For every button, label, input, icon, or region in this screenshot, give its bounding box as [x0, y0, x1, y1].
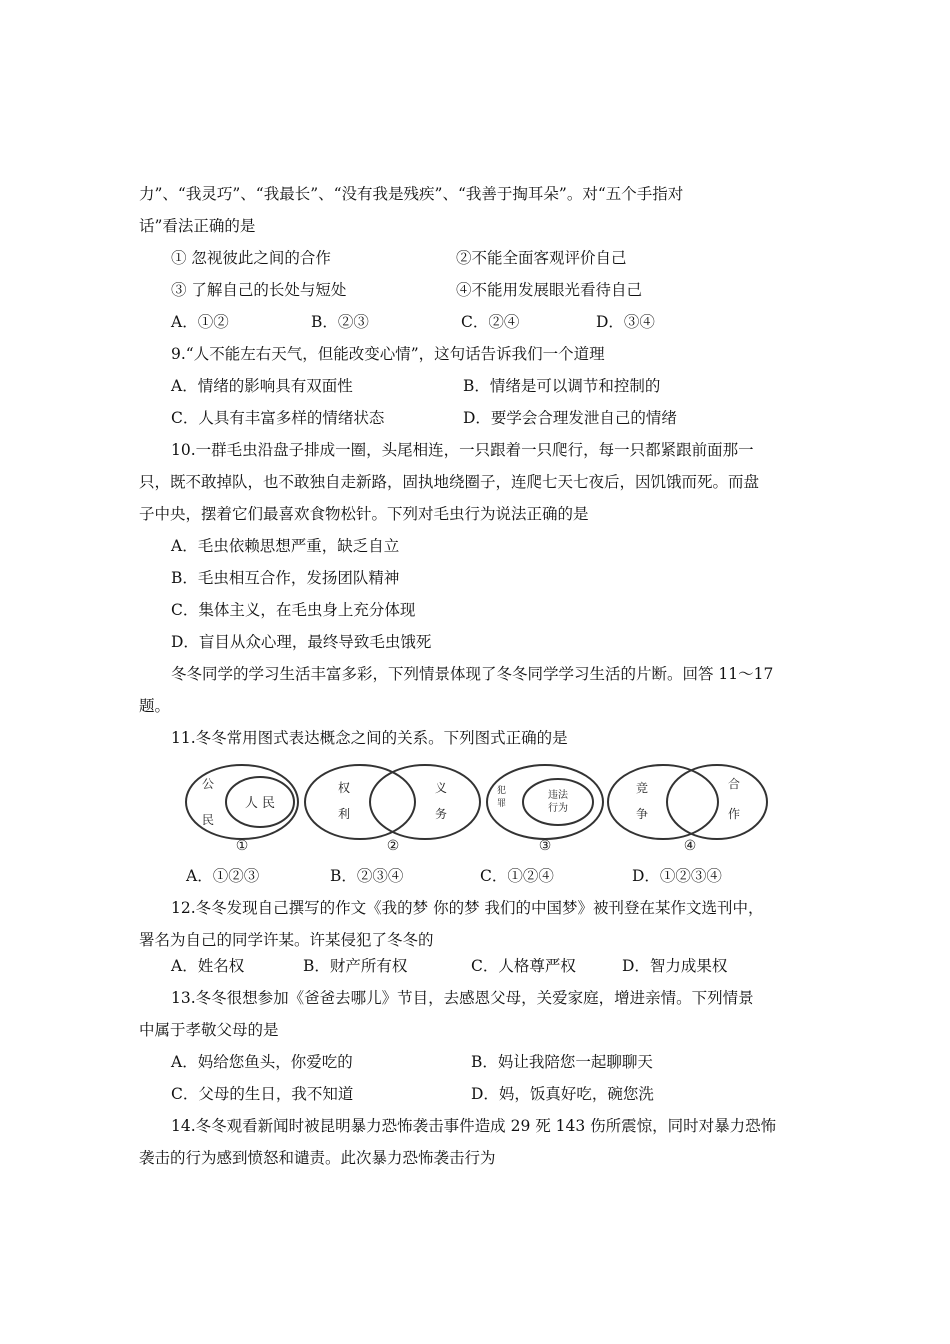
- q12-option-b: B．财产所有权: [303, 957, 408, 975]
- q13-line1: 13.冬冬很想参加《爸爸去哪儿》节目，去感恩父母，关爱家庭，增进亲情。下列情景: [171, 989, 754, 1007]
- q8-statement-4: ④不能用发展眼光看待自己: [456, 281, 643, 299]
- venn4-left-char1: 竞: [636, 781, 649, 795]
- q13-option-d: D．妈，饭真好吃，碗您洗: [471, 1085, 654, 1103]
- venn2-left-char2: 利: [338, 807, 351, 821]
- q10-option-a: A．毛虫依赖思想严重，缺乏自立: [171, 537, 400, 555]
- q8-line1: 力”、“我灵巧”、“我最长”、“没有我是残疾”、“我善于掏耳朵”。对“五个手指对: [139, 185, 684, 203]
- q11-option-a: A．①②③: [186, 867, 260, 885]
- venn2-right-char1: 义: [435, 781, 448, 795]
- venn1-number: ①: [235, 838, 249, 854]
- venn1-outer-char2: 民: [202, 813, 215, 827]
- q8-option-b: B．②③: [311, 313, 369, 331]
- venn4-right-char2: 作: [728, 807, 741, 821]
- venn2-left-char1: 权: [338, 781, 351, 795]
- q10-line1: 10.一群毛虫沿盘子排成一圈，头尾相连，一只跟着一只爬行，每一只都紧跟前面那一: [171, 441, 754, 459]
- q11-option-d: D．①②③④: [632, 867, 722, 885]
- q9-option-b: B．情绪是可以调节和控制的: [463, 377, 661, 395]
- venn3-outer-char2: 罪: [497, 799, 507, 809]
- q8-statement-3: ③ 了解自己的长处与短处: [171, 281, 347, 299]
- q12-line2: 署名为自己的同学许某。许某侵犯了冬冬的: [139, 931, 434, 949]
- q13-option-a: A．妈给您鱼头，你爱吃的: [171, 1053, 353, 1071]
- q11-option-c: C．①②④: [480, 867, 554, 885]
- venn1-inner: 人 民: [244, 796, 276, 811]
- q12-option-c: C．人格尊严权: [471, 957, 576, 975]
- venn3-inner-line2: 行为: [548, 803, 568, 814]
- q8-line2: 话”看法正确的是: [139, 217, 256, 235]
- q10-line2: 只，既不敢掉队，也不敢独自走新路，固执地绕圈子，连爬七天七夜后，因饥饿而死。而盘: [139, 473, 760, 491]
- q12-line1: 12.冬冬发现自己撰写的作文《我的梦 你的梦 我们的中国梦》被刊登在某作文选刊中，: [171, 899, 764, 917]
- q13-option-b: B．妈让我陪您一起聊聊天: [471, 1053, 653, 1071]
- q9-option-a: A．情绪的影响具有双面性: [171, 377, 353, 395]
- q13-option-c: C．父母的生日，我不知道: [171, 1085, 354, 1103]
- q8-option-d: D．③④: [596, 313, 655, 331]
- venn1-outer-char1: 公: [202, 777, 215, 791]
- q10-option-c: C．集体主义，在毛虫身上充分体现: [171, 601, 416, 619]
- q13-line2: 中属于孝敬父母的是: [139, 1021, 279, 1039]
- q11-stem: 11.冬冬常用图式表达概念之间的关系。下列图式正确的是: [171, 729, 568, 747]
- intro-line1: 冬冬同学的学习生活丰富多彩，下列情景体现了冬冬同学学习生活的片断。回答 11～17: [171, 665, 774, 683]
- venn2-number: ②: [386, 838, 400, 854]
- q9-option-d: D．要学会合理发泄自己的情绪: [463, 409, 677, 427]
- venn-diagram-3: [487, 765, 603, 854]
- venn4-left-char2: 争: [636, 807, 649, 821]
- q12-option-d: D．智力成果权: [622, 957, 728, 975]
- venn2-right-char2: 务: [435, 807, 448, 821]
- venn3-inner-line1: 违法: [548, 790, 568, 801]
- q11-venn-diagrams: [180, 760, 770, 856]
- q8-option-a: A．①②: [171, 313, 229, 331]
- intro-line2: 题。: [139, 697, 171, 715]
- q8-option-c: C．②④: [461, 313, 520, 331]
- q14-line1: 14.冬冬观看新闻时被昆明暴力恐怖袭击事件造成 29 死 143 伤所震惊，同时对暴力恐怖: [171, 1117, 777, 1135]
- venn-diagram-1: [186, 765, 298, 854]
- q10-option-b: B．毛虫相互合作，发扬团队精神: [171, 569, 400, 587]
- q10-option-d: D．盲目从众心理，最终导致毛虫饿死: [171, 633, 432, 651]
- q10-line3: 子中央，摆着它们最喜欢食物松针。下列对毛虫行为说法正确的是: [139, 505, 589, 523]
- q8-statement-1: ① 忽视彼此之间的合作: [171, 249, 331, 267]
- q14-line2: 袭击的行为感到愤怒和谴责。此次暴力恐怖袭击行为: [139, 1149, 496, 1167]
- q8-statement-2: ②不能全面客观评价自己: [456, 249, 627, 267]
- q11-option-b: B．②③④: [330, 867, 404, 885]
- q9-option-c: C．人具有丰富多样的情绪状态: [171, 409, 385, 427]
- venn-diagram-2: [305, 765, 480, 854]
- venn4-right-char1: 合: [728, 777, 741, 791]
- venn4-number: ④: [683, 838, 697, 854]
- q9-stem: 9.“人不能左右天气，但能改变心情”，这句话告诉我们一个道理: [171, 345, 605, 363]
- venn3-number: ③: [538, 838, 552, 854]
- venn-diagram-4: [608, 765, 767, 854]
- q12-option-a: A．姓名权: [171, 957, 245, 975]
- venn3-outer-char1: 犯: [497, 786, 507, 796]
